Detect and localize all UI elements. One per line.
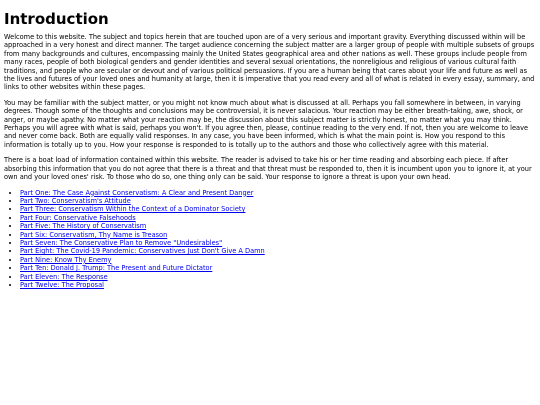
- list-item: [20, 205, 535, 213]
- link-part-one[interactable]: Part One: The Case Against Conservatism: A Clear and Present Danger: [20, 188, 254, 197]
- list-item: [20, 222, 535, 230]
- intro-paragraph-1: Welcome to this website. The subject and topics herein that are touched upon are of a very serious and important gravity. Everything discussed within will be approached in a very honest and direct manner. The target audience concerning the subject matter are a larger group of people with multiple subsets of groups from many backgrounds and cultures, encompassing mainly the United States geographical area and other nations as well. These groups include people from many races, people of both biological genders and gender identities and several sexual orientations, the nonreligious and religious of various cultural faith traditions, and people who are secular or devout and of various political persuasions. If you are a human being that cares about your life and future as well as the lives and futures of your loved ones and humanity at large, then it is imperative that you read every and all of what is related in every essay, summary, and links to other websites within these pages.: [4, 33, 535, 92]
- page-title: Introduction: [4, 10, 109, 28]
- link-part-twelve[interactable]: Part Twelve: The Proposal: [20, 280, 104, 289]
- list-item: [20, 273, 535, 281]
- list-item: [20, 247, 535, 255]
- link-part-four[interactable]: Part Four: Conservative Falsehoods: [20, 213, 136, 222]
- link-part-six[interactable]: Part Six: Conservatism, Thy Name is Treason: [20, 230, 168, 239]
- list-item: [20, 239, 535, 247]
- list-item: [20, 214, 535, 222]
- parts-link-list: [4, 189, 535, 290]
- link-part-ten[interactable]: Part Ten: Donald J. Trump: The Present and Future Dictator: [20, 264, 213, 273]
- link-part-two[interactable]: Part Two: Conservatism's Attitude: [20, 196, 131, 205]
- list-item: [20, 189, 535, 197]
- link-part-eleven[interactable]: Part Eleven: The Response: [20, 272, 108, 281]
- list-item: [20, 264, 535, 272]
- list-item: [20, 231, 535, 239]
- list-item: [20, 256, 535, 264]
- intro-paragraph-2: You may be familiar with the subject matter, or you might not know much about what is discussed at all. Perhaps you fall somewhere in between, in varying degrees. Though some of the thoughts and conclusions may be controversial, it is never salacious. Your reaction may be either breath-taking, awe, shock, or anger, or maybe apathy. No matter what your reaction may be, the discussion about this subject matter is strictly honest, no matter what you may think. Perhaps you will agree with what is said, perhaps you won't. If you agree then, please, continue reading to the very end. If not, then you are welcome to leave and never come back. Both are equally valid responses. In any case, you have been informed, which is what the main point is. How you respond to this information is totally up to you. How your response is responded to is totally up to the authors and those who collectively agree with this material.: [4, 98, 529, 149]
- link-part-three[interactable]: Part Three: Conservatism Within the Context of a Dominator Society: [20, 205, 246, 214]
- list-item: [20, 197, 535, 205]
- link-part-seven[interactable]: Part Seven: The Conservative Plan to Remove "Undesirables": [20, 238, 223, 247]
- intro-paragraph-3: There is a boat load of information contained within this website. The reader is advised to take his or her time reading and absorbing each piece. If after absorbing this information that you do not agree that there is a threat and that threat must be responded to, then it is incumbent upon you to ignore it, at your own and your loved ones' risk. To those who do so, one thing only can be said. Your response to ignore a threat is upon your own head.: [4, 156, 532, 182]
- link-part-five[interactable]: Part Five: The History of Conservatism: [20, 222, 147, 231]
- list-item: [20, 281, 535, 289]
- link-part-eight[interactable]: Part Eight: The Covid-19 Pandemic: Conservatives Just Don't Give A Damn: [20, 247, 265, 256]
- link-part-nine[interactable]: Part Nine: Know Thy Enemy: [20, 255, 112, 264]
